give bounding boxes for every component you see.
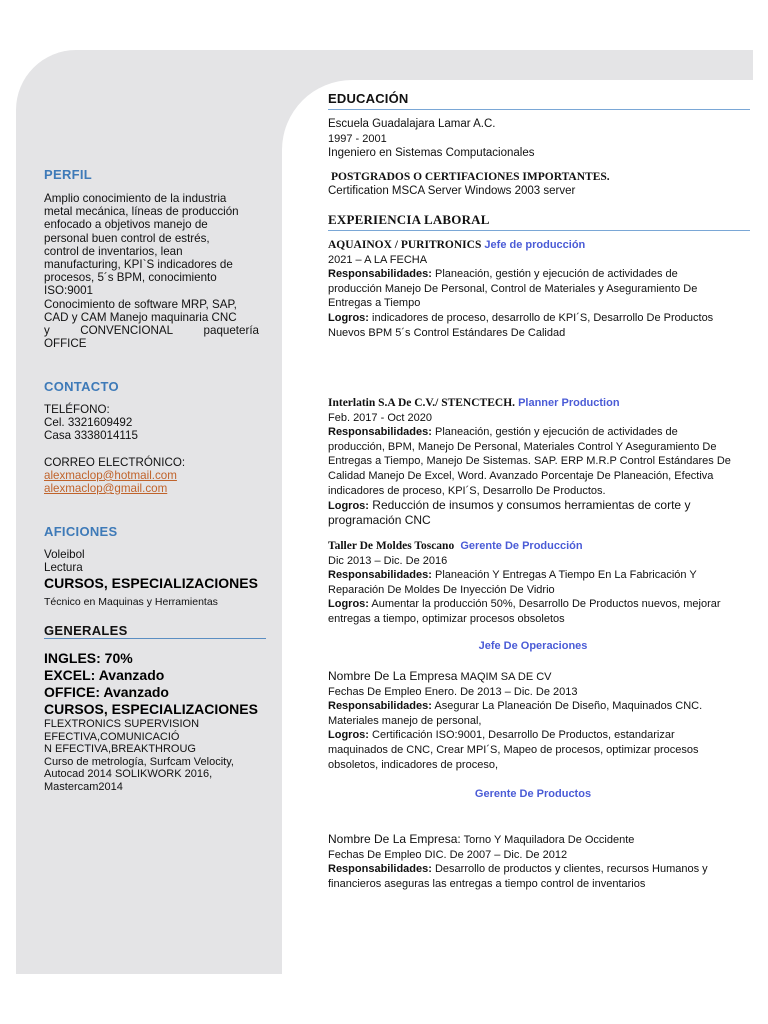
resp-text: Planeación Y Entregas A Tiempo En La Fabricación Y [431, 569, 697, 582]
logros-label: Logros: [328, 500, 369, 513]
cursos-title: CURSOS, ESPECIALIZACIONES [44, 575, 258, 591]
job-date: Dic 2013 – Dic. De 2016 [328, 554, 448, 567]
job-role-gerente-productos: Gerente De Productos [474, 788, 592, 800]
logros-text: Nuevos BPM 5´s Control Estándares De Calidad [328, 326, 566, 339]
job-torno [328, 832, 752, 891]
perfil-line: metal mecánica, líneas de producción [44, 205, 239, 219]
resp-label: Responsabilidades: [328, 700, 432, 713]
flex-line: N EFECTIVA,BREAKTHROUG [44, 743, 196, 756]
resp-label: Responsabilidades: [328, 426, 432, 439]
resp-text: indicadores de proceso, KPI´S, Desarrollo De Productos. [328, 484, 606, 497]
resp-label: Responsabilidades: [328, 569, 432, 582]
correo-label: CORREO ELECTRÓNICO: [44, 455, 186, 469]
aficion-item: Voleibol [44, 548, 85, 561]
job-aquainox [328, 238, 752, 340]
logros-text: Reducción de insumos y consumos herramientas de corte y [368, 498, 691, 513]
resp-text: Entregas a Tiempo, Manejo De Sistemas. SAP. ERP M.R.P Control Estándares De [328, 455, 731, 468]
email-link-gmail[interactable]: alexmaclop@gmail.com [44, 482, 168, 496]
logros-text: entregas a tiempo, optimizar procesos obsoletos [328, 612, 565, 625]
job-date: Fechas De Empleo Enero. De 2013 – Dic. De 2013 [328, 685, 578, 698]
aficiones-list [44, 548, 85, 574]
cursos2-title: CURSOS, ESPECIALIZACIONES [44, 701, 258, 717]
escuela: Escuela Guadalajara Lamar A.C. [328, 118, 496, 130]
perfil-line: personal buen control de estrés, [44, 231, 210, 245]
certificacion: Certification MSCA Server Windows 2003 server [328, 185, 576, 197]
job-toscano [328, 539, 752, 627]
company-label: Nombre De La Empresa [328, 669, 458, 683]
perfil-text [44, 192, 266, 350]
perfil-word: CONVENCIONAL [80, 324, 174, 338]
perfil-line: control de inventarios, lean [44, 244, 183, 258]
perfil-line: procesos, 5´s BPM, conocimiento [44, 271, 217, 285]
telefono-label: TELÉFONO: [44, 403, 110, 416]
job-role: Gerente De Producción [460, 540, 583, 552]
logros-text: Aumentar la producción 50%, Desarrollo De Productos nuevos, mejorar [368, 598, 721, 611]
perfil-line-justified [44, 324, 259, 337]
postgrado-title: POSTGRADOS O CERTIFACIONES IMPORTANTES. [331, 171, 610, 183]
educacion-block [328, 117, 534, 161]
anios: 1997 - 2001 [328, 132, 387, 145]
email-link-hotmail[interactable]: alexmaclop@hotmail.com [44, 468, 177, 482]
curso-line: Mastercam2014 [44, 780, 123, 793]
resp-text: Calidad Manejo De Excel, Word. Avanzado Porcentaje De Planeación, Efectiva [328, 469, 714, 482]
resp-text: Planeación, gestión y ejecución de actividades de [431, 268, 678, 281]
curso-line: Autocad 2014 SOLIKWORK 2016, [44, 768, 213, 781]
job-role: Planner Production [518, 397, 620, 409]
job-company: Taller De Moldes Toscano [328, 540, 455, 552]
cel-phone: Cel. 3321609492 [44, 416, 133, 430]
resp-text: financieros aseguras las entregas a tiempo control de inventarios [328, 877, 646, 890]
educacion-title: EDUCACIÓN [328, 92, 750, 110]
perfil-line: CAD y CAM Manejo maquinaria CNC [44, 310, 237, 324]
generales-block [44, 650, 258, 794]
resp-label: Responsabilidades: [328, 268, 432, 281]
logros-label: Logros: [328, 729, 369, 742]
flex-line: FLEXTRONICS SUPERVISION [44, 718, 200, 730]
job-interlatin [328, 396, 752, 527]
titulo: Ingeniero en Sistemas Computacionales [328, 147, 535, 160]
logros-label: Logros: [328, 598, 369, 611]
perfil-word: paquetería [203, 324, 259, 338]
job-company: Torno Y Maquiladora De Occidente [460, 834, 635, 846]
logros-text: Certificación ISO:9001, Desarrollo De Productos, estandarizar [368, 729, 675, 742]
resp-text: Entregas a Tiempo [328, 297, 421, 310]
job-company: AQUAINOX / PURITRONICS [328, 239, 482, 251]
job-role-operaciones: Jefe De Operaciones [478, 640, 588, 652]
job-date: Fechas De Empleo DIC. De 2007 – Dic. De 2012 [328, 848, 568, 861]
resp-text: producción Manejo De Personal, Control de Materiales y Aseguramiento De [328, 282, 698, 295]
logros-text: obsoletos, indicadores de proceso, [328, 758, 498, 771]
job-maqim [328, 669, 752, 772]
logros-text: programación CNC [328, 513, 431, 528]
resp-text: Reparación De Moldes De Inyección De Vidrio [328, 583, 555, 596]
experiencia-title: EXPERIENCIA LABORAL [328, 213, 750, 231]
generales-title: GENERALES [44, 624, 266, 639]
perfil-heading: PERFIL [44, 167, 93, 182]
job-company: Interlatin S.A De C.V./ STENCTECH. [328, 397, 516, 409]
resp-text: Asegurar La Planeación De Diseño, Maquinados CNC. [431, 700, 703, 713]
aficiones-title: AFICIONES [44, 524, 118, 539]
perfil-word: y [44, 324, 50, 338]
logros-label: Logros: [328, 311, 369, 324]
resp-text: Materiales manejo de personal, [328, 714, 482, 727]
resp-text: Planeación, gestión y ejecución de actividades de [431, 426, 678, 439]
job-company: MAQIM SA DE CV [457, 671, 552, 683]
perfil-line: Amplio conocimiento de la industria [44, 192, 227, 205]
job-role: Jefe de producción [484, 239, 586, 251]
excel-level: EXCEL: Avanzado [44, 667, 165, 683]
office-level: OFFICE: Avanzado [44, 684, 169, 700]
job-date: Feb. 2017 - Oct 2020 [328, 411, 432, 424]
curso-line: Curso de metrología, Surfcam Velocity, [44, 755, 234, 768]
cursos-text: Técnico en Maquinas y Herramientas [44, 596, 218, 608]
perfil-line: manufacturing, KPI`S indicadores de [44, 258, 233, 272]
perfil-line: ISO:9001 [44, 284, 93, 298]
flex-line: EFECTIVA,COMUNICACIÓ [44, 730, 180, 743]
company-label: Nombre De La Empresa: [328, 832, 461, 846]
ingles-level: INGLES: 70% [44, 650, 133, 666]
perfil-line: Conocimiento de software MRP, SAP, [44, 297, 237, 311]
job-date: 2021 – A LA FECHA [328, 253, 428, 266]
perfil-line: enfocado a objetivos manejo de [44, 218, 208, 232]
aficion-item: Lectura [44, 561, 83, 575]
logros-text: maquinados de CNC, Crear MPI´S, Mapeo de procesos, optimizar procesos [328, 743, 699, 756]
contacto-title: CONTACTO [44, 379, 119, 394]
resp-text: producción, BPM, Manejo De Personal, Materiales Control Y Aseguramiento De [328, 440, 717, 453]
contacto-block [44, 403, 185, 495]
resp-label: Responsabilidades: [328, 863, 432, 876]
logros-text: indicadores de proceso, desarrollo de KPI´S, Desarrollo De Productos [368, 311, 714, 324]
resp-text: Desarrollo de productos y clientes, recursos Humanos y [431, 863, 708, 876]
casa-phone: Casa 3338014115 [44, 429, 138, 443]
perfil-line: OFFICE [44, 337, 87, 351]
